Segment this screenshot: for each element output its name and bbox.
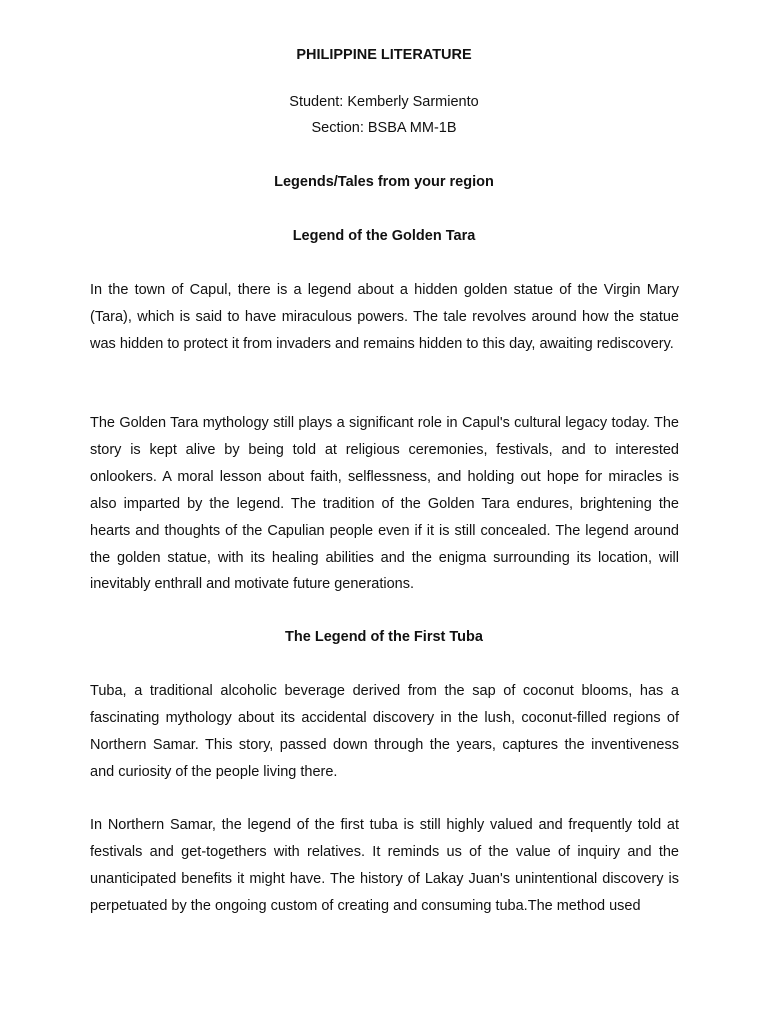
legend1-heading: Legend of the Golden Tara bbox=[292, 228, 476, 244]
legend1-paragraph-2: The Golden Tara mythology still plays a significant role in Capul's cultural legacy today. The story is kept alive by being told at religious ceremonies, festivals, and to interested onlookers. A moral lesson about faith, selflessness, and holding out hope for miracles is also imparted by the legend. The tradition of the Golden Tara endures, brightening the hearts and thoughts of the Capulian people even if it is still concealed. The legend around the golden statue, with its healing abilities and the enigma surrounding its location, will inevitably enthrall and motivate future generations. bbox=[90, 415, 679, 593]
student-name: Student: Kemberly Sarmiento bbox=[289, 94, 479, 110]
legend2-paragraph-2: In Northern Samar, the legend of the first tuba is still highly valued and frequently told at festivals and get-togethers with relatives. It reminds us of the value of inquiry and the unanticipated benefits it might have. The history of Lakay Juan's unintentional discovery is perpetuated by the ongoing custom of creating and consuming tuba.The method used bbox=[90, 817, 679, 914]
document-title: PHILIPPINE LITERATURE bbox=[296, 47, 472, 63]
legend1-paragraph-1: In the town of Capul, there is a legend about a hidden golden statue of the Virgin Mary (Tara), which is said to have miraculous powers. The tale revolves around how the statue was hidden to protect it from invaders and remains hidden to this day, awaiting rediscovery. bbox=[90, 282, 679, 352]
topic-heading: Legends/Tales from your region bbox=[274, 174, 494, 190]
legend2-heading: The Legend of the First Tuba bbox=[285, 629, 483, 645]
student-section: Section: BSBA MM-1B bbox=[311, 120, 457, 136]
legend2-paragraph-1: Tuba, a traditional alcoholic beverage derived from the sap of coconut blooms, has a fascinating mythology about its accidental discovery in the lush, coconut-filled regions of Northern Samar. This story, passed down through the years, captures the inventiveness and curiosity of the people living there. bbox=[90, 683, 679, 780]
